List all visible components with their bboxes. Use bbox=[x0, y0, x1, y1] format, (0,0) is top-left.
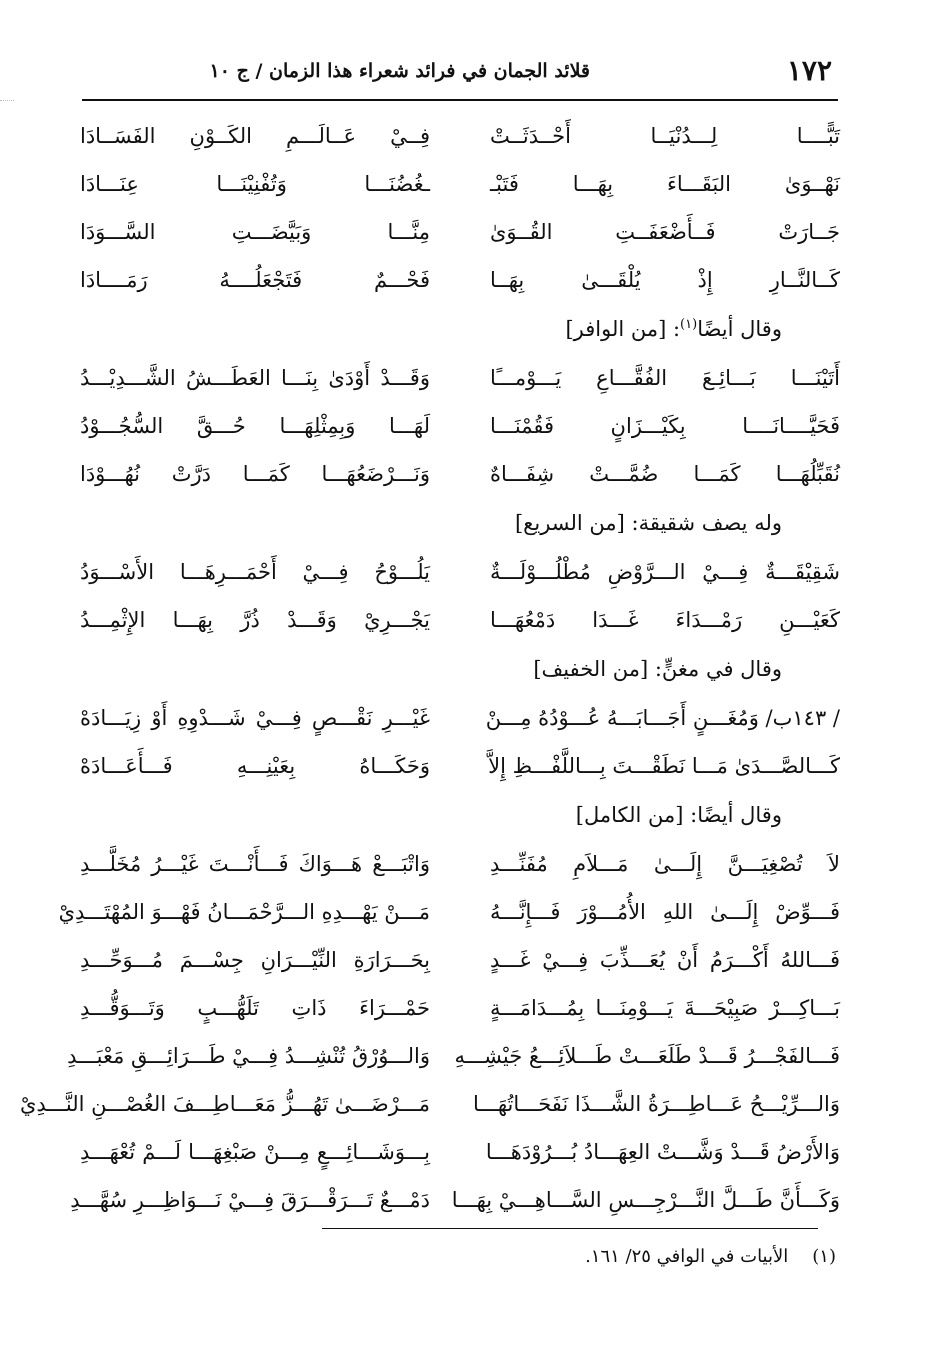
hemistich-left: بِحَـــرَارَةِ النِّيْـــرَانِ جِسْـــمَ مُـــوَحِّـــدِ bbox=[80, 948, 430, 972]
hemistich-left: يَجْـــرِيْ وَقَـــدْ ذُرَّ بِهَـــا الإِثْمِـــدُ bbox=[80, 608, 430, 632]
verse bbox=[80, 1128, 840, 1176]
hemistich-left: بِـــوَشَـــائِـــعٍ مِـــنْ صَبْغِهَـــا لَـــمْ تُعْهَـــدِ bbox=[80, 1140, 430, 1164]
hemistich-right: فَحَيَّــــانَــــا بِكَيْـــزَانٍ فَقُمْنَـــا bbox=[490, 414, 840, 438]
hemistich-right: فَـــاللهُ أَكْـــرَمُ أَنْ يُعَـــذِّبَ فِـــيْ غَـــدٍ bbox=[490, 948, 840, 972]
poem-3 bbox=[80, 498, 840, 644]
hemistich-right: فَـــوِّضْ إِلَـــىٰ اللهِ الأُمُـــوْرَ فَـــإِنَّـــهُ bbox=[490, 900, 840, 924]
poem-intro bbox=[80, 498, 840, 548]
hemistich-left: وَقَـــدْ أَوْدَىٰ بِنَـــا العَطَـــشُ الشَّـــدِيْـــدُ bbox=[80, 366, 430, 390]
hemistich-left: وَنَـــرْضَعُهَـــا كَمَـــا دَرَّتْ نُهُـــوْدَا bbox=[80, 462, 430, 486]
hemistich-right: نُقَبِّلُهَـــا كَمَـــا ضُمَّـــتْ شِفَـــاهٌ bbox=[490, 462, 840, 486]
verse bbox=[80, 450, 840, 498]
verse bbox=[80, 548, 840, 596]
hemistich-right: وَكَـــأَنَّ طَـــلَّ النَّـــرْجِـــسِ السَّـــاهِـــيْ بِهَـــا bbox=[451, 1188, 840, 1212]
poem-5 bbox=[19, 790, 840, 1224]
page-number: ١٧٢ bbox=[786, 54, 832, 87]
hemistich-right: كَــالنَّــارِ إِذْ يُلْقَـــىٰ بِهَــا bbox=[490, 268, 840, 292]
running-head bbox=[80, 52, 840, 96]
verse bbox=[80, 840, 840, 888]
verse bbox=[80, 694, 840, 742]
footnote bbox=[300, 1246, 836, 1267]
hemistich-right: فَـــالفَجْـــرُ قَـــدْ طَلَعَـــتْ طَـــلاَئِـــعُ جَيْشِـــهِ bbox=[454, 1044, 840, 1068]
hemistich-left: حَمْـــرَاءَ ذَاتِ تَلَهُّـــبٍ وَتَـــوَقُّـــدِ bbox=[80, 996, 430, 1020]
verse bbox=[80, 160, 840, 208]
verse bbox=[80, 742, 840, 790]
hemistich-right: لاَ تُصْغِيَـــنَّ إِلَـــىٰ مَـــلاَمِ مُفَنِّـــدِ bbox=[490, 852, 840, 876]
intro-meter: : [من الوافر] bbox=[565, 317, 681, 341]
verse bbox=[58, 888, 840, 936]
hemistich-left: مَـــنْ يَهْـــدِهِ الـــرَّحْمَـــانُ فَهْـــوَ المُهْتَـــدِيْ bbox=[58, 900, 430, 924]
running-title: قلائد الجمان في فرائد شعراء هذا الزمان / ج ١٠ bbox=[209, 60, 590, 82]
poem-4 bbox=[80, 644, 840, 790]
intro-text: وقال في مغنٍّ bbox=[661, 657, 782, 681]
hemistich-right: بَـــاكِـــرْ صَبِيْحَـــةَ يَـــوْمِنَـــا بِمُـــدَامَـــةٍ bbox=[490, 996, 840, 1020]
hemistich-left: مِنَّـــا وَبَيَّضَـــتِ السَّـــوَدَا bbox=[80, 220, 430, 244]
verse bbox=[80, 936, 840, 984]
scan-edge-marks bbox=[0, 100, 14, 111]
hemistich-left: غَيْـــرِ نَقْـــصٍ فِـــيْ شَـــدْوِهِ أَوْ زِيَـــادَهْ bbox=[80, 706, 430, 730]
hemistich-right: تَبًّــــا لِـــدُنْيَــا أَحْــدَثَــتْ bbox=[490, 124, 840, 148]
verse bbox=[70, 1176, 840, 1224]
verse bbox=[80, 596, 840, 644]
hemistich-right: وَالأَرْضُ قَـــدْ وَشَّـــتْ العِهَـــادُ بُـــرُوْدَهَـــا bbox=[485, 1140, 840, 1164]
footnote-marker: (١) bbox=[812, 1246, 836, 1267]
intro-text: وقال أيضًا bbox=[697, 803, 782, 827]
verse bbox=[80, 984, 840, 1032]
hemistich-right: كَـــالصَّـــدَىٰ مَـــا نَطَقْـــتَ بِـــاللَّفْـــظِ إِلاَّ bbox=[488, 754, 840, 778]
hemistich-left: فَحْـــمٌ فَتَجْعَلُــــهُ رَمَــــادَا bbox=[80, 268, 430, 292]
hemistich-left: فِــيْ عَــالَـــمِ الكَــوْنِ الفَسَــادَا bbox=[80, 124, 430, 148]
hemistich-right: وَالـــرِّيْـــحُ عَـــاطِـــرَةُ الشَّـــذَا نَفَحَـــاتُهَـــا bbox=[473, 1092, 840, 1116]
verse bbox=[80, 256, 840, 304]
poem-1 bbox=[80, 112, 840, 304]
hemistich-left: ـغُضُنَـــا وَتُفْنِيْنَـــا عِنَـــادَا bbox=[80, 172, 430, 196]
verse bbox=[80, 354, 840, 402]
page-body bbox=[19, 112, 840, 1224]
footnote-rule bbox=[322, 1228, 818, 1229]
hemistich-right: أَتَيْنَـــا بَـــائِـعَ الفُقَّـــاعِ يَـــوْمـــًا bbox=[490, 366, 840, 390]
hemistich-right: جَــارَتْ فَــأَضْعَفَــتِ القُــوَىٰ bbox=[490, 220, 840, 244]
verse bbox=[80, 112, 840, 160]
intro-meter: : [من السريع] bbox=[514, 511, 639, 535]
hemistich-right: نَهْــوَىٰ البَقَـــاءَ بِهَـــا فَتَبْـ bbox=[490, 172, 840, 196]
header-rule bbox=[82, 99, 838, 101]
hemistich-left: مَـــرْضَـــىٰ تَهُـــزُّ مَعَـــاطِـــفَ الغُصْـــنِ النَّـــدِيْ bbox=[19, 1092, 430, 1116]
hemistich-left: وَاتْبَـــعْ هَـــوَاكَ فَـــأَنْـــتَ غَيْـــرُ مُخَلَّـــدِ bbox=[80, 852, 430, 876]
intro-meter: : [من الخفيف] bbox=[533, 657, 662, 681]
hemistich-right: / ١٤٣ب/ وَمُغَـــنٍ أَجَـــابَـــهُ عُـــوْدُهُ مِـــنْ bbox=[485, 706, 840, 730]
footnote-text: الأبيات في الوافي ٢٥/ ١٦١. bbox=[585, 1246, 789, 1267]
intro-text: وقال أيضًا bbox=[697, 317, 782, 341]
hemistich-left: دَمْـــعٌ تَـــرَقْـــرَقَ فِـــيْ نَـــوَاظِـــرِ سُهَّـــدِ bbox=[70, 1188, 430, 1212]
verse bbox=[67, 1032, 840, 1080]
verse bbox=[80, 402, 840, 450]
verse bbox=[19, 1080, 840, 1128]
hemistich-left: لَهَـــا وَبِمِثْلِهَـــا حُـــقَّ السُّجُـــوْدُ bbox=[80, 414, 430, 438]
poem-2 bbox=[80, 304, 840, 498]
intro-meter: : [من الكامل] bbox=[575, 803, 698, 827]
poem-intro bbox=[80, 644, 840, 694]
poem-intro bbox=[80, 304, 840, 354]
verse bbox=[80, 208, 840, 256]
footnote-ref[interactable]: (١) bbox=[680, 317, 698, 332]
hemistich-left: يَلُـــوْحُ فِـــيْ أَحْمَـــرِهَـــا الأَسْـــوَدُ bbox=[80, 560, 430, 584]
hemistich-right: شَقِيْقَـــةٌ فِـــيْ الـــرَّوْضِ مُطْلُـــوْلَـــةٌ bbox=[490, 560, 840, 584]
intro-text: وله يصف شقيقة bbox=[638, 511, 782, 535]
hemistich-left: وَحَكَـــاهُ بِعَيْنِـــهِ فَـــأَعَـــادَهْ bbox=[80, 754, 430, 778]
hemistich-left: وَالـــوُرْقُ تُنْشِـــدُ فِـــيْ طَـــرَائِـــقِ مَعْبَـــدِ bbox=[67, 1044, 430, 1068]
poem-intro bbox=[80, 790, 840, 840]
hemistich-right: كَعَيْـــنِ رَمْـــدَاءَ غَـــدَا دَمْعُهَـــا bbox=[490, 608, 840, 632]
